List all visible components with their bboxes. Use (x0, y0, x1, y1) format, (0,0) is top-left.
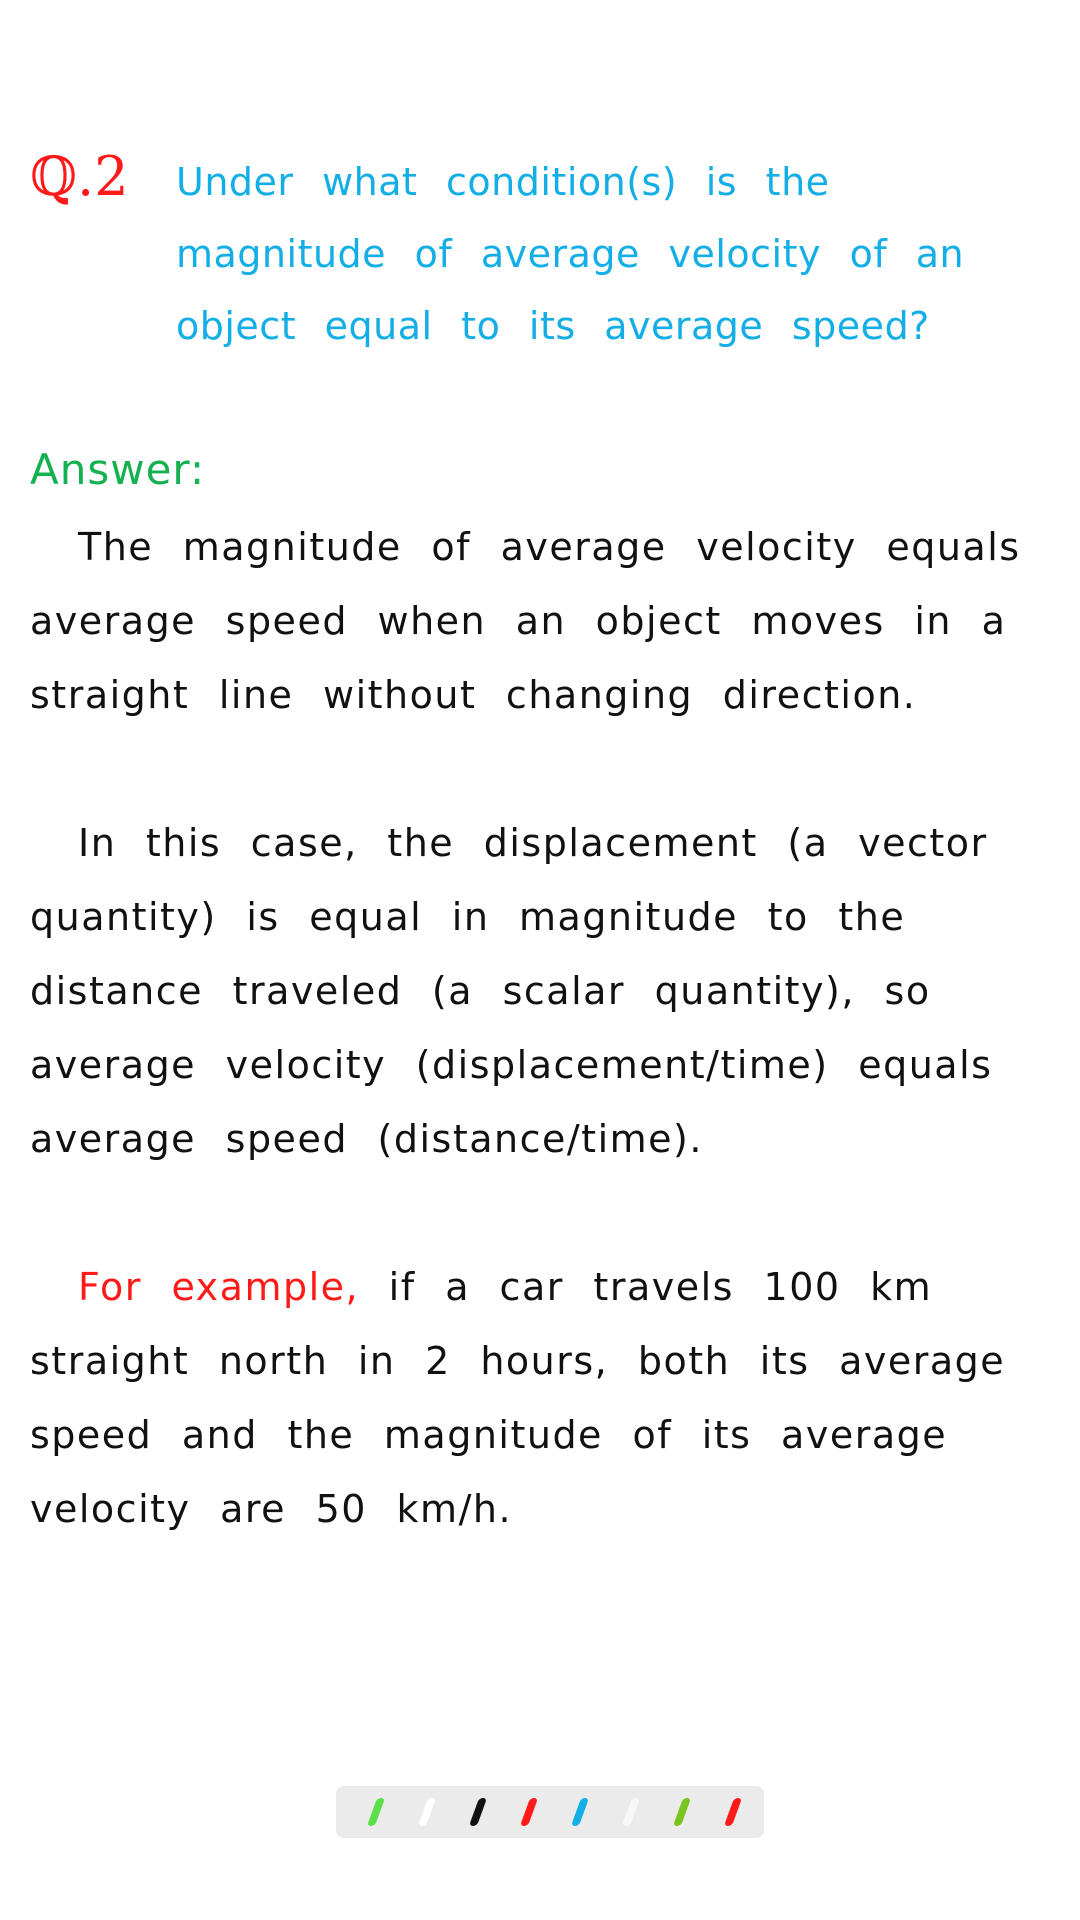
question-text: Under what condition(s) is the magnitude of average velocity of an object equal to its average speed? (176, 160, 965, 348)
question-number: ℚ.2 (30, 145, 129, 208)
answer-paragraph-2: In this case, the displacement (a vector quantity) is equal in magnitude to the distance traveled (a scalar quantity), so average velocity (displacement/time) equals average speed (distance/time). (30, 821, 993, 1161)
answer-heading: Answer: (30, 445, 206, 494)
color-swatch[interactable] (418, 1798, 436, 1826)
color-swatch[interactable] (571, 1798, 589, 1826)
color-swatch[interactable] (367, 1798, 385, 1826)
example-lead: For example, (78, 1265, 360, 1309)
color-swatch[interactable] (622, 1798, 640, 1826)
example-text: if a car travels 100 km straight north in 2 hours, both its average speed and the magnitude of its average velocity are 50 km/h. (30, 1265, 1006, 1531)
color-swatch-bar (336, 1786, 764, 1838)
color-swatch[interactable] (724, 1798, 742, 1826)
answer-paragraph-1: The magnitude of average velocity equals average speed when an object moves in a straight line without changing direction. (30, 525, 1021, 717)
answer-paragraph-3 (30, 1250, 1060, 1546)
color-swatch[interactable] (673, 1798, 691, 1826)
color-swatch[interactable] (469, 1798, 487, 1826)
color-swatch[interactable] (520, 1798, 538, 1826)
